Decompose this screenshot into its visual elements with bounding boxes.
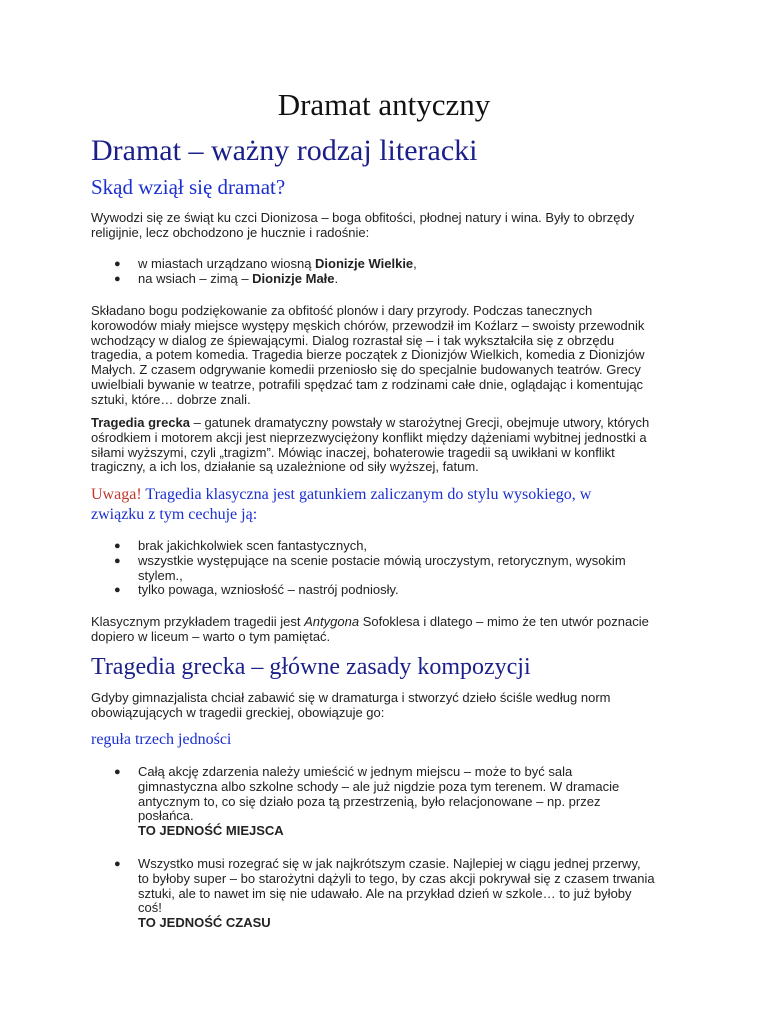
paragraph-line: siłami wyższymi, czyli „tragizm”. Mówiąc inaczej, bohaterowie tragedii są uwikłani w konflikt bbox=[91, 444, 615, 460]
list-item: ● tylko powaga, wzniosłość – nastrój podniosły. bbox=[114, 582, 399, 598]
bullet-icon: ● bbox=[114, 857, 121, 870]
work-title: Antygona bbox=[304, 614, 360, 629]
note-label: Uwaga! bbox=[91, 486, 142, 503]
paragraph-line: Tragedia grecka – gatunek dramatyczny powstały w starożytnej Grecji, obejmuje utwory, których bbox=[91, 415, 650, 430]
list-item: ● na wsiach – zimą – Dionizje Małe. bbox=[114, 270, 339, 286]
intro-line: Wywodzi się ze świąt ku czci Dionizosa – boga obfitości, płodnej natury i wina. Były to obrzędy bbox=[91, 210, 635, 225]
paragraph-line: wchodzący w dialog ze śpiewającymi. Dialog rozrastał się – i tak wykształciła się z obrzędu bbox=[91, 332, 615, 348]
bullet-icon: ● bbox=[114, 766, 121, 778]
bullet-icon: ● bbox=[114, 554, 121, 567]
note-uwaga: Uwaga! Tragedia klasyczna jest gatunkiem zaliczanym do stylu wysokiego, w związku z tym cechuje ją: bbox=[91, 486, 592, 523]
list-item: ● brak jakichkolwiek scen fantastycznych, bbox=[114, 538, 368, 553]
paragraph-line: ośrodkiem i motorem akcji jest nieprzezwyciężony konflikt między dążeniami wybitnej jednostki a bbox=[91, 429, 647, 445]
list-item: ● wszystkie występujące na scenie postacie mówią uroczystym, retorycznym, wysokim stylem., bbox=[114, 552, 626, 583]
paragraph-line: korowodów miały miejsce występy męskich chórów, przewodził im Koźlarz – swoisty przewodnik bbox=[91, 317, 645, 333]
bullet-icon: ● bbox=[114, 272, 121, 285]
paragraph-line: tragedia, a potem komedia. Tragedia bierze początek z Dionizjów Wielkich, komedia z Dionizjów bbox=[91, 347, 645, 363]
list-item: ● Wszystko musi rozegrać się w jak najkrótszym czasie. Najlepiej w ciągu jednej przerwy, to byłoby super – bo starożytni dążyli to tego, by czas akcji pokrywał się z czasem trwania sztuki, ale to nawet im się nie udawało. Ale na przykład dzień w szkole… to już byłoby coś! TO JEDNOŚĆ CZASU bbox=[91, 857, 681, 931]
term-bold: Tragedia grecka bbox=[91, 415, 190, 430]
list-item: ● Całą akcję zdarzenia należy umieścić w jednym miejscu – może to być sala gimnastyczna albo szkolne schody – ale już nigdzie poza tym terenem. W dramacie antycznym to, co się działo poza tą przestrzenią, było relacjonowane – np. przez posłańca. TO JEDNOŚĆ MIEJSCA bbox=[91, 765, 681, 839]
tragedy-definition bbox=[91, 416, 681, 475]
unity-label: TO JEDNOŚĆ CZASU bbox=[138, 915, 271, 931]
document-title: Dramat antyczny bbox=[277, 87, 491, 122]
paragraph-line: uwielbiali bywanie w teatrze, potrafili spędzać tam z rodzinami całe dnie, oglądając i komentując bbox=[91, 376, 644, 392]
festivals-list bbox=[91, 257, 681, 287]
intro-paragraph bbox=[91, 211, 681, 241]
subheading-origin: Skąd wziął się dramat? bbox=[91, 175, 286, 199]
paragraph-line: Składano bogu podziękowanie za obfitość plonów i dary przyrody. Podczas tanecznych bbox=[91, 303, 593, 318]
example-paragraph: Klasycznym przykładem tragedii jest Antygona Sofoklesa i dlatego – mimo że ten utwór poznacie dopiero w liceum – warto o tym pamiętać. bbox=[91, 614, 649, 644]
features-list bbox=[91, 539, 681, 598]
section-heading-composition: Tragedia grecka – główne zasady kompozycji bbox=[91, 654, 531, 680]
bullet-icon: ● bbox=[114, 258, 121, 270]
intro-line: religijnie, lecz obchodzono je hucznie i radośnie: bbox=[91, 224, 370, 240]
bullet-icon: ● bbox=[114, 584, 121, 597]
paragraph-line: sztuki, które… dobrze znali. bbox=[91, 391, 251, 407]
list-item: ● w miastach urządzano wiosną Dionizje Wielkie, bbox=[114, 256, 417, 271]
bullet-icon: ● bbox=[114, 540, 121, 552]
subheading-three-unities: reguła trzech jedności bbox=[91, 731, 232, 748]
section-heading-drama: Dramat – ważny rodzaj literacki bbox=[91, 134, 478, 167]
unity-label: TO JEDNOŚĆ MIEJSCA bbox=[138, 823, 284, 839]
unities-list bbox=[91, 765, 681, 931]
origin-paragraph bbox=[91, 304, 681, 408]
composition-intro: Gdyby gimnazjalista chciał zabawić się w dramaturga i stworzyć dzieło ściśle według norm obowiązujących w tragedii greckiej, obowiązuje go: bbox=[91, 690, 611, 720]
paragraph-line: Małych. Z czasem odgrywanie komedii przeniosło się do specjalnie budowanych teatrów. Grecy bbox=[91, 362, 641, 378]
paragraph-line: tragiczny, a ich los, działanie są uzależnione od siły wyższej, fatum. bbox=[91, 459, 479, 475]
